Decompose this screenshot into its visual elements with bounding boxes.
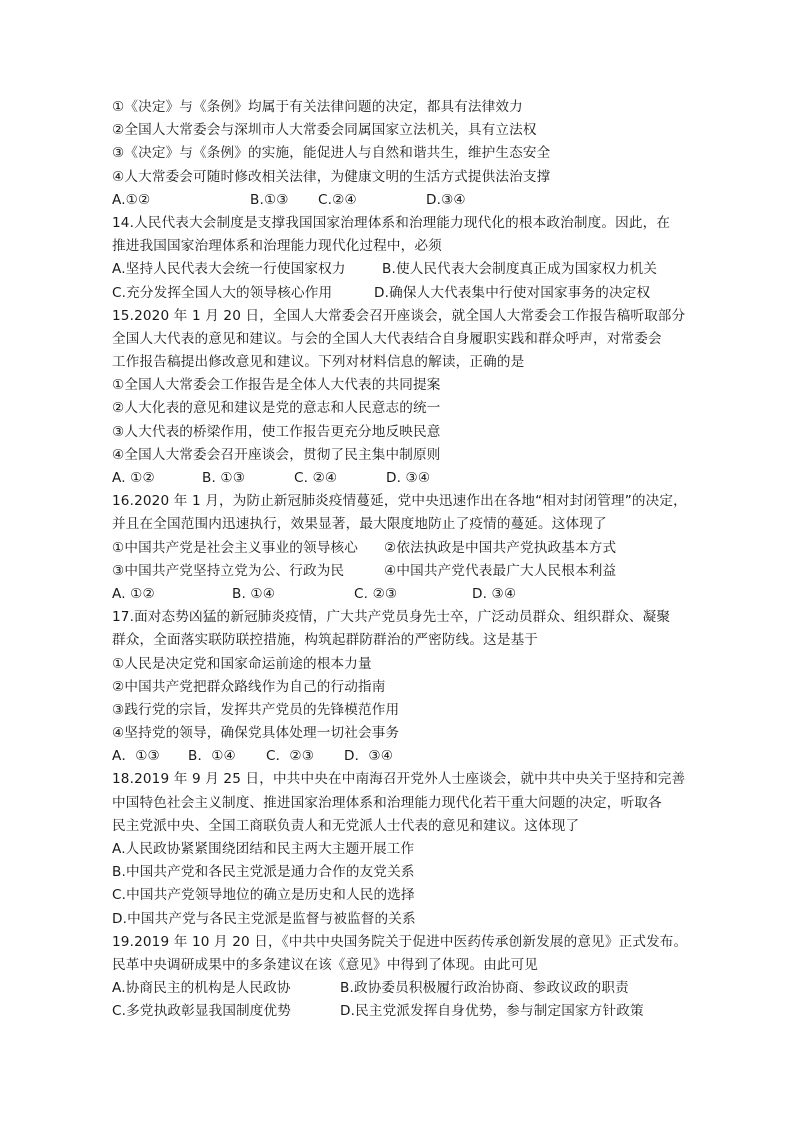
q17-options xyxy=(112,745,692,768)
q17-option-d: D．③④ xyxy=(344,748,394,765)
q18-option-d: D.中国共产党与各民主党派是监督与被监督的关系 xyxy=(112,910,416,927)
q14-option-c: C.充分发挥全国人大的领导核心作用 xyxy=(112,284,333,301)
exam-page xyxy=(112,96,692,1024)
q17-option-b: B．①④ xyxy=(188,748,236,765)
q16-items-row-1 xyxy=(112,537,692,560)
q17-option-a: A．①③ xyxy=(112,748,160,765)
q15-item-3: ③人大代表的桥梁作用，使工作报告更充分地反映民意 xyxy=(112,423,441,440)
q15-option-a: A. ①② xyxy=(112,470,155,486)
q17-item-3: ③践行党的宗旨，发挥共产党员的先锋模范作用 xyxy=(112,701,400,718)
q15-stem-line-2: 全国人大代表的意见和建议。与会的全国人大代表结合自身履职实践和群众呼声，对常委会 xyxy=(112,330,662,347)
q18-stem-line-1: 18.2019 年 9 月 25 日，中共中央在中南海召开党外人士座谈会，就中共中央关于坚持和完善 xyxy=(112,771,686,788)
q15-item-1: ①全国人大常委会工作报告是全体人大代表的共同提案 xyxy=(112,377,441,394)
q14-options-row-2 xyxy=(112,282,692,305)
q15-option-d: D. ③④ xyxy=(386,470,431,486)
q16-option-b: B. ①④ xyxy=(232,585,276,602)
q18-option-b: B.中国共产党和各民主党派是通力合作的友党关系 xyxy=(112,864,415,881)
q19-option-a: A.协商民主的机构是人民政协 xyxy=(112,980,291,997)
q13-option-d: D.③④ xyxy=(426,191,466,208)
q13-item-2: ②全国人大常委会与深圳市人大常委会同属国家立法机关，具有立法权 xyxy=(112,122,537,139)
q16-option-d: D. ③④ xyxy=(472,585,517,602)
q14-option-d: D.确保人大代表集中行使对国家事务的决定权 xyxy=(374,284,651,301)
q16-item-2: ②依法执政是中国共产党执政基本方式 xyxy=(384,539,617,556)
q17-stem-line-2: 群众，全面落实联防联控措施，构筑起群防群治的严密防线。这是基于 xyxy=(112,632,539,649)
q19-stem-line-1: 19.2019 年 10 月 20 日，《中共中央国务院关于促进中医药传承创新发展的意见》正式发布。 xyxy=(112,933,688,950)
q19-options-row-2 xyxy=(112,1000,692,1023)
q19-option-c: C.多党执政彰显我国制度优势 xyxy=(112,1003,292,1020)
q15-options xyxy=(112,467,692,490)
q16-item-1: ①中国共产党是社会主义事业的领导核心 xyxy=(112,539,358,556)
q19-stem-line-2: 民革中央调研成果中的多条建议在该《意见》中得到了体现。由此可见 xyxy=(112,956,539,973)
q17-stem-line-1: 17.面对态势凶猛的新冠肺炎疫情，广大共产党员身先士卒，广泛动员群众、组织群众、凝聚 xyxy=(112,609,671,626)
q16-option-a: A. ①② xyxy=(112,585,155,602)
q19-option-d: D.民主党派发挥自身优势，参与制定国家方针政策 xyxy=(340,1003,644,1020)
q18-option-a: A.人民政协紧紧围绕团结和民主两大主题开展工作 xyxy=(112,841,415,857)
q16-options xyxy=(112,583,692,606)
q16-item-4: ④中国共产党代表最广大人民根本利益 xyxy=(384,562,617,579)
q14-option-a: A.坚持人民代表大会统一行使国家权力 xyxy=(112,261,346,278)
q18-option-c: C.中国共产党领导地位的确立是历史和人民的选择 xyxy=(112,887,415,904)
q17-item-2: ②中国共产党把群众路线作为自己的行动指南 xyxy=(112,678,386,695)
q13-option-c: C.②④ xyxy=(318,191,357,208)
q18-stem-line-2: 中国特色社会主义制度、推进国家治理体系和治理能力现代化若干重大问题的决定，听取各 xyxy=(112,794,662,811)
q13-option-b: B.①③ xyxy=(250,191,289,208)
q13-item-1: ①《决定》与《条例》均属于有关法律问题的决定，都具有法律效力 xyxy=(112,99,523,115)
q19-options-row-1 xyxy=(112,977,692,1000)
q14-stem-line-1: 14.人民代表大会制度是支撑我国国家治理体系和治理能力现代化的根本政治制度。因此，在 xyxy=(112,214,671,231)
q16-stem-line-2: 并且在全国范围内迅速执行，效果显著，最大限度地防止了疫情的蔓延。这体现了 xyxy=(112,516,607,533)
q13-item-4: ④人大常委会可随时修改相关法律，为健康文明的生活方式提供法治支撑 xyxy=(112,168,551,185)
q16-stem-line-1: 16.2020 年 1 月，为防止新冠肺炎疫情蔓延，党中央迅速作出在各地“相对封闭管理”的决定， xyxy=(112,493,687,510)
q17-item-1: ①人民是决定党和国家命运前途的根本力量 xyxy=(112,655,372,672)
q13-item-3: ③《决定》与《条例》的实施，能促进人与自然和谐共生，维护生态安全 xyxy=(112,145,551,162)
q13-option-a: A.①② xyxy=(112,191,151,208)
q15-stem-line-3: 工作报告稿提出修改意见和建议。下列对材料信息的解读，正确的是 xyxy=(112,354,525,371)
q15-item-2: ②人大化表的意见和建议是党的意志和人民意志的统一 xyxy=(112,400,441,417)
q14-options-row-1 xyxy=(112,258,692,281)
q16-item-3: ③中国共产党坚持立党为公、行政为民 xyxy=(112,562,345,579)
q15-option-b: B. ①③ xyxy=(202,470,246,486)
q14-stem-line-2: 推进我国国家治理体系和治理能力现代化过程中，必须 xyxy=(112,238,442,255)
q17-option-c: C．②③ xyxy=(266,748,315,765)
q19-option-b: B.政协委员积极履行政治协商、参政议政的职责 xyxy=(340,980,629,997)
q16-option-c: C. ②③ xyxy=(354,585,398,602)
q17-item-4: ④坚持党的领导，确保党具体处理一切社会事务 xyxy=(112,725,400,742)
q14-option-b: B.使人民代表大会制度真正成为国家权力机关 xyxy=(382,261,658,278)
q15-option-c: C. ②④ xyxy=(294,470,338,486)
q16-items-row-2 xyxy=(112,560,692,583)
q13-options xyxy=(112,189,692,212)
q18-stem-line-3: 民主党派中央、全国工商联负责人和无党派人士代表的意见和建议。这体现了 xyxy=(112,817,580,834)
q15-item-4: ④全国人大常委会召开座谈会，贯彻了民主集中制原则 xyxy=(112,446,441,463)
q15-stem-line-1: 15.2020 年 1 月 20 日，全国人大常委会召开座谈会，就全国人大常委会工作报告稿听取部分 xyxy=(112,307,686,324)
